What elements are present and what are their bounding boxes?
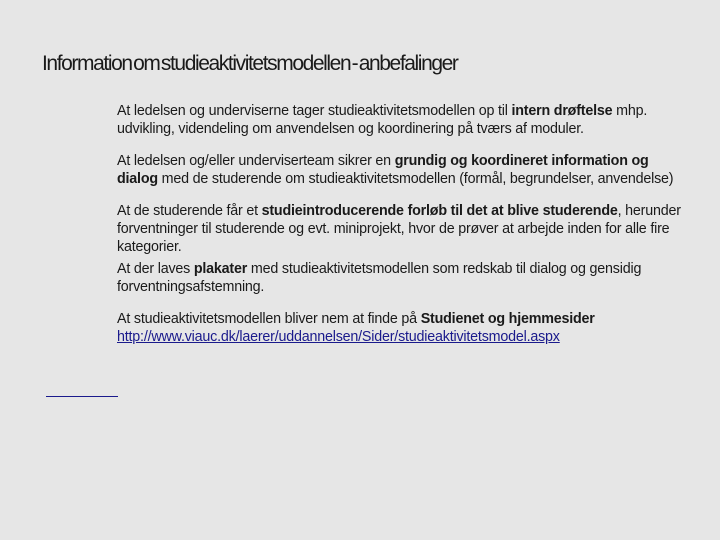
link-underline-rule — [46, 396, 118, 397]
recommendation-text: At ledelsen og/eller underviserteam sikrer en — [117, 153, 395, 169]
recommendation-information-dialog — [117, 152, 687, 188]
model-link[interactable]: http://www.viauc.dk/laerer/uddannelsen/Sider/studieaktivitetsmodel.aspx — [117, 329, 560, 345]
recommendation-text: mhp. udvikling, videndeling om anvendelsen og koordinering på tværs af moduler. — [117, 103, 648, 137]
recommendations-list — [117, 102, 687, 346]
recommendation-intro-course — [117, 202, 687, 256]
recommendation-internal-discussion — [117, 102, 687, 138]
recommendation-text: med studieaktivitetsmodellen som redskab til dialog og gensidig forventningsafstemning. — [117, 261, 653, 295]
recommendation-emphasis: intern drøftelse — [511, 103, 613, 119]
recommendation-text: At studieaktivitetsmodellen bliver nem at finde på — [117, 311, 421, 327]
recommendation-posters — [117, 260, 687, 296]
recommendation-text: At de studerende får et — [117, 203, 262, 219]
recommendation-text: , herunder forventninger til studerende og evt. miniprojekt, hvor de prøver at arbejde inden for alle fire kategorier. — [117, 203, 681, 255]
recommendation-emphasis: studieintroducerende forløb til det at blive studerende — [261, 203, 618, 219]
recommendation-emphasis: plakater — [193, 261, 248, 277]
recommendation-emphasis: Studienet og hjemmesider — [420, 311, 595, 327]
recommendation-text: med de studerende om studieaktivitetsmodellen (formål, begrundelser, anvendelse) — [157, 171, 674, 187]
recommendation-findability — [117, 310, 687, 346]
recommendation-emphasis: grundig og koordineret information og dialog — [117, 153, 649, 187]
recommendation-text: At ledelsen og underviserne tager studieaktivitetsmodellen op til — [117, 103, 512, 119]
recommendation-text: At der laves — [117, 261, 194, 277]
slide-title: Information om studieaktivitetsmodellen - anbefalinger — [42, 52, 458, 75]
